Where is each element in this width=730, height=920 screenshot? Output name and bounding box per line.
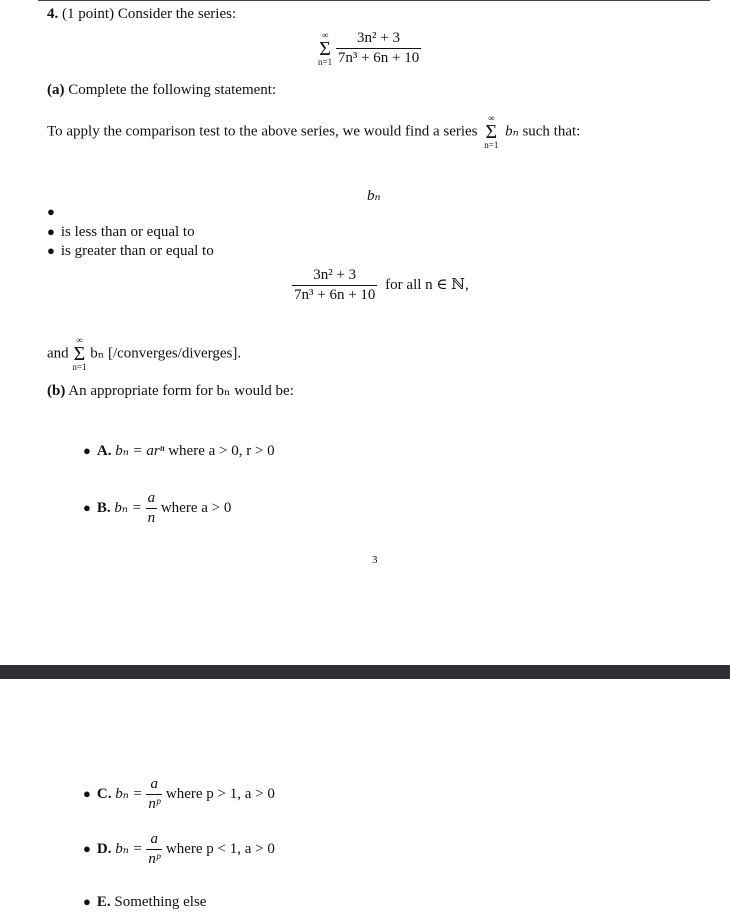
problem-points: (1 point) bbox=[62, 6, 115, 22]
inequality-option-1[interactable]: ● is less than or equal to bbox=[47, 224, 195, 240]
choice-a-label: A. bbox=[96, 443, 112, 459]
choice-b-fraction bbox=[146, 490, 158, 528]
page-number: 3 bbox=[372, 554, 378, 566]
choice-c-num: a bbox=[150, 776, 159, 792]
converge-statement bbox=[47, 336, 241, 372]
series-numerator: 3n² + 3 bbox=[357, 30, 401, 46]
converge-choice[interactable]: bₙ [/converges/diverges]. bbox=[90, 345, 242, 362]
option-ge-text: is greater than or equal to bbox=[60, 243, 214, 259]
series-fraction bbox=[336, 30, 421, 68]
such-that-text: such that: bbox=[522, 123, 581, 140]
choice-b-den: n bbox=[147, 510, 156, 527]
compare-fraction bbox=[292, 267, 377, 305]
bn-symbol: bₙ bbox=[505, 123, 519, 140]
part-a-text: Complete the following statement: bbox=[68, 82, 277, 98]
part-b-heading bbox=[47, 381, 294, 400]
part-b-text: An appropriate form for bₙ would be: bbox=[68, 383, 294, 399]
choice-d-fraction bbox=[146, 831, 162, 869]
choice-b-cond: where a > 0 bbox=[160, 500, 232, 517]
sigma-bn: ∞ Σ n=1 bbox=[484, 113, 499, 150]
choice-c-label: C. bbox=[96, 786, 112, 803]
comparison-statement bbox=[47, 114, 580, 150]
choice-c[interactable]: ● C. bₙ = $\frac{a}{\text{nᵖ}}$ where p > 1, a > 0 bbox=[83, 776, 275, 813]
choice-b[interactable]: ● B. bₙ = $\frac{a}{n}$ where a > 0 bbox=[83, 490, 232, 527]
center-bn bbox=[367, 186, 381, 205]
top-rule bbox=[38, 0, 710, 1]
part-b-label: (b) bbox=[47, 383, 66, 399]
choice-b-label: B. bbox=[96, 500, 111, 517]
choice-e-text: Something else bbox=[114, 894, 207, 910]
for-all-text: for all n ∈ ℕ, bbox=[385, 277, 469, 294]
choice-b-num: a bbox=[147, 490, 156, 506]
sigma-bn-2: ∞ Σ n=1 bbox=[72, 335, 87, 372]
choice-e-label: E. bbox=[96, 894, 111, 910]
part-a-label: (a) bbox=[47, 82, 65, 98]
choice-d-cond: where p < 1, a > 0 bbox=[165, 841, 275, 858]
choice-d-label: D. bbox=[96, 841, 112, 858]
sigma-lower: n=1 bbox=[318, 56, 333, 67]
choice-d-num: a bbox=[150, 831, 159, 847]
choice-d-den: nᵖ bbox=[148, 851, 161, 868]
part-a-heading bbox=[47, 82, 276, 99]
problem-header bbox=[47, 6, 236, 23]
choice-a-cond: where a > 0, r > 0 bbox=[168, 443, 275, 459]
choice-d-lhs: bₙ = bbox=[115, 841, 143, 858]
main-series bbox=[318, 30, 421, 68]
choice-c-lhs: bₙ = bbox=[115, 786, 143, 803]
page-separator bbox=[0, 665, 730, 679]
choice-c-den: nᵖ bbox=[148, 796, 161, 813]
inequality-option-2[interactable]: ● is greater than or equal to bbox=[47, 243, 214, 259]
empty-bullet: ● bbox=[47, 204, 55, 219]
choice-c-fraction bbox=[146, 776, 162, 814]
center-bn-text: bₙ bbox=[367, 188, 381, 204]
choice-d[interactable]: ● D. bₙ = $\frac{a}{\text{nᵖ}}$ where p < 1, a > 0 bbox=[83, 831, 275, 868]
series-denominator: 7n³ + 6n + 10 bbox=[337, 50, 420, 67]
comparison-fraction bbox=[292, 267, 469, 305]
sigma-upper: ∞ bbox=[321, 29, 329, 40]
and-text: and bbox=[47, 345, 69, 362]
choice-a[interactable]: ● A. bₙ = arⁿ where a > 0, r > 0 bbox=[83, 443, 275, 459]
compare-denominator: 7n³ + 6n + 10 bbox=[294, 287, 376, 304]
option-le-text: is less than or equal to bbox=[60, 224, 195, 240]
choice-b-lhs: bₙ = bbox=[114, 500, 142, 517]
choice-a-formula: bₙ = arⁿ bbox=[115, 443, 165, 459]
choice-e[interactable]: ● E. Something else bbox=[83, 894, 207, 910]
problem-intro: Consider the series: bbox=[117, 6, 237, 22]
statement-text: To apply the comparison test to the above series, we would find a series bbox=[47, 123, 478, 140]
compare-numerator: 3n² + 3 bbox=[313, 267, 357, 283]
choice-c-cond: where p > 1, a > 0 bbox=[165, 786, 275, 803]
sigma-symbol: ∞ Σ n=1 bbox=[318, 29, 333, 67]
problem-number: 4. bbox=[47, 6, 59, 22]
